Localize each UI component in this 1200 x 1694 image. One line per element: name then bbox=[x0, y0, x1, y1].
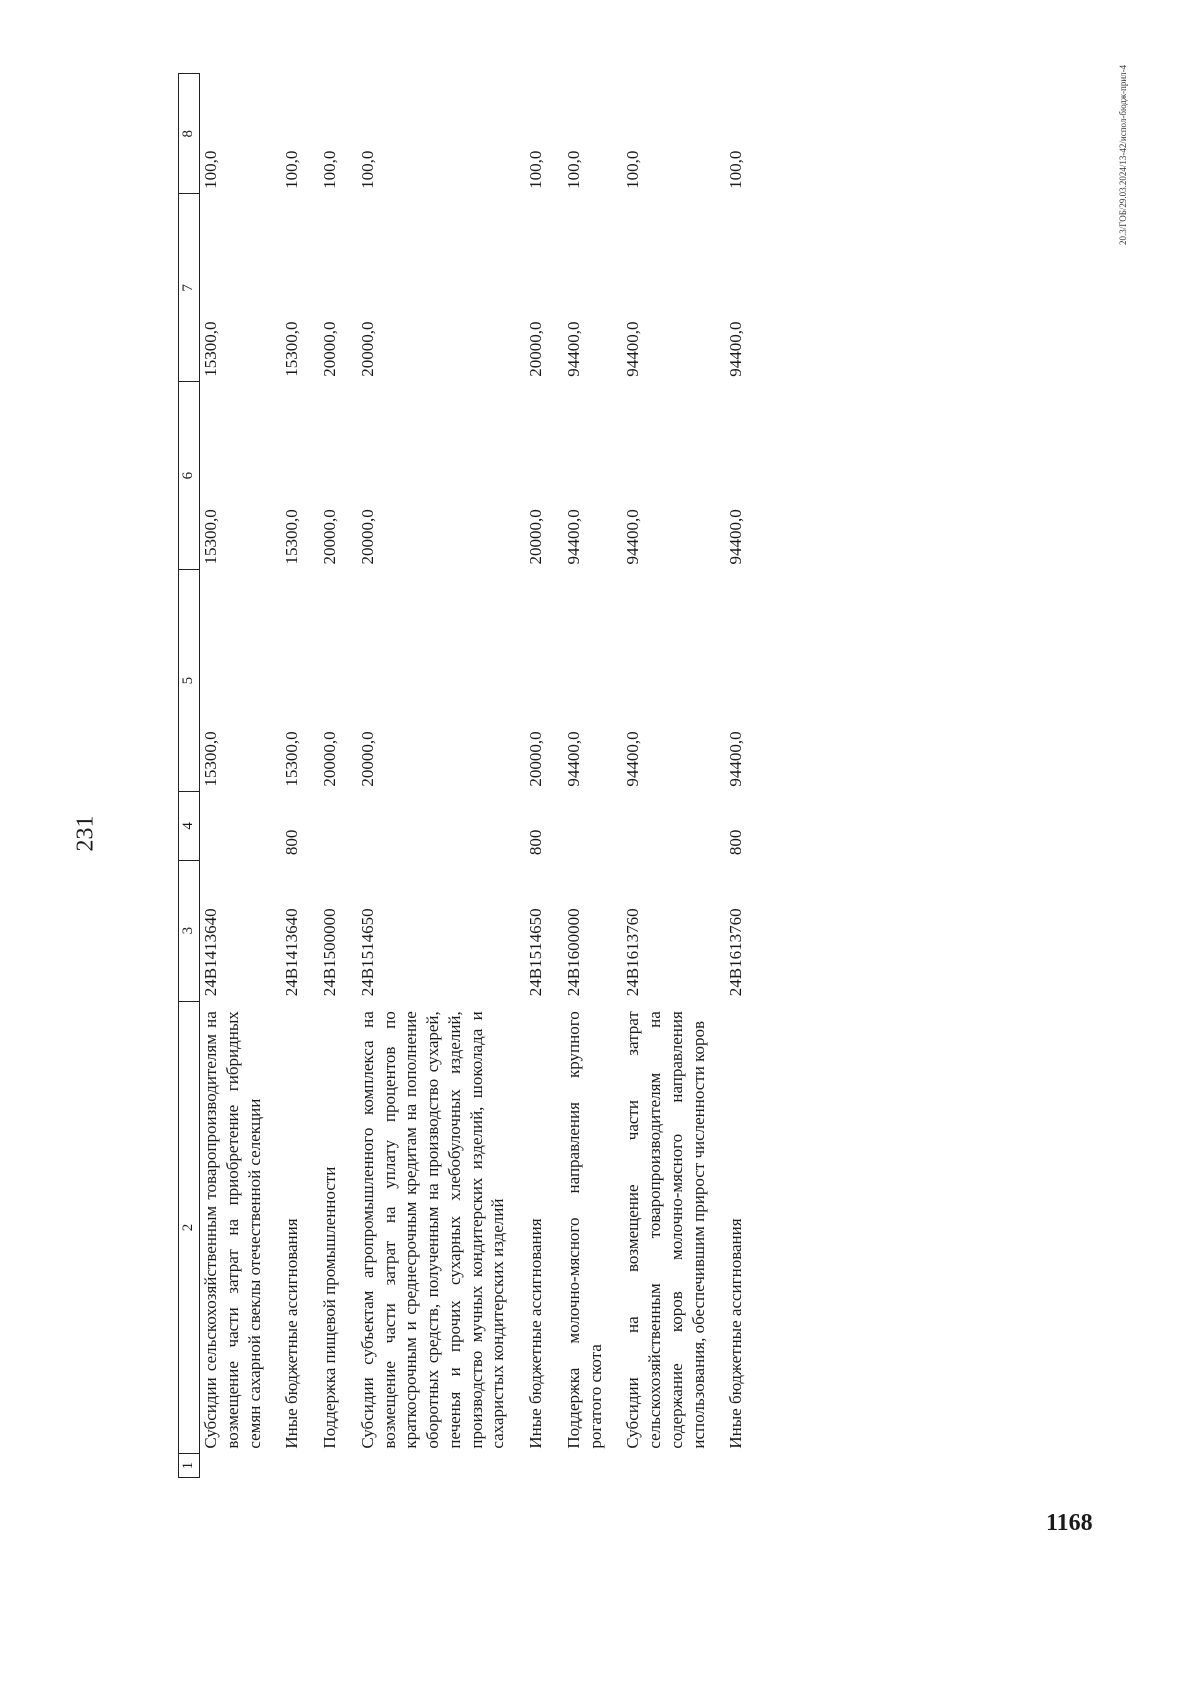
row-type bbox=[563, 792, 623, 860]
row-value-5: 94400,0 bbox=[726, 731, 746, 787]
header-col-3: 3 bbox=[179, 860, 200, 1001]
row-type bbox=[200, 792, 282, 860]
row-value-8: 100,0 bbox=[201, 150, 220, 189]
header-col-1: 1 bbox=[179, 1454, 200, 1478]
row-type bbox=[319, 792, 357, 860]
row-code: 24В1613760 bbox=[623, 908, 643, 997]
header-col-7: 7 bbox=[179, 194, 200, 382]
row-name: Субсидии субъектам агропромышленного комплекса на возмещение части затрат на уплату процентов по краткосрочным и среднесрочным кредитам на пополнение оборотных средств, полученным на производство сухарей, печенья и прочих сухарных хлебобулочных изделий, производство мучных кондитерских изделий, шоколада и сахаристых кондитерских изделий bbox=[357, 1011, 508, 1449]
row-type: 800 bbox=[726, 829, 746, 856]
row-code: 24В1613760 bbox=[726, 908, 746, 997]
row-code: 24В1500000 bbox=[320, 908, 339, 997]
row-name: Субсидии сельскохозяйственным товаропроизводителям на возмещение части затрат на приобретение гибридных семян сахарной свеклы отечественной селекции bbox=[201, 1011, 264, 1449]
header-col-2: 2 bbox=[179, 1001, 200, 1453]
table-row bbox=[281, 74, 319, 1478]
row-type: 800 bbox=[282, 829, 302, 856]
row-value-6: 20000,0 bbox=[320, 509, 339, 565]
row-value-7: 20000,0 bbox=[526, 321, 545, 377]
table-row bbox=[357, 74, 525, 1478]
row-value-6: 94400,0 bbox=[623, 509, 643, 565]
row-value-8: 100,0 bbox=[357, 150, 377, 189]
row-value-7: 20000,0 bbox=[320, 321, 339, 377]
row-value-6: 15300,0 bbox=[282, 509, 302, 565]
row-name: Иные бюджетные ассигнования bbox=[282, 1218, 302, 1449]
row-value-5: 15300,0 bbox=[201, 731, 220, 787]
budget-table-rotated bbox=[178, 73, 986, 1478]
row-value-8: 100,0 bbox=[526, 150, 545, 189]
row-value-5: 20000,0 bbox=[526, 731, 545, 787]
row-name: Поддержка пищевой промышленности bbox=[320, 1166, 339, 1449]
row-value-8: 100,0 bbox=[563, 150, 583, 189]
row-value-8: 100,0 bbox=[320, 150, 339, 189]
row-type: 800 bbox=[526, 829, 545, 856]
row-code: 24В1514650 bbox=[357, 908, 377, 997]
row-code: 24В1600000 bbox=[563, 908, 583, 997]
row-value-6: 20000,0 bbox=[357, 509, 377, 565]
row-value-6: 94400,0 bbox=[726, 509, 746, 565]
header-col-5: 5 bbox=[179, 570, 200, 792]
row-value-5: 94400,0 bbox=[623, 731, 643, 787]
budget-table bbox=[178, 73, 763, 1478]
row-name: Поддержка молочно-мясного направления крупного рогатого скота bbox=[563, 1011, 605, 1449]
row-value-6: 94400,0 bbox=[563, 509, 583, 565]
row-value-5: 94400,0 bbox=[563, 731, 583, 787]
table-row bbox=[563, 74, 623, 1478]
row-value-7: 94400,0 bbox=[623, 321, 643, 377]
row-value-8: 100,0 bbox=[623, 150, 643, 189]
row-code: 24В1413640 bbox=[282, 908, 302, 997]
footer-document-code: 20.3/ГОБ/29.03.2024/13-42/испол-бюдж-прил-4 bbox=[1118, 64, 1128, 245]
row-value-5: 20000,0 bbox=[320, 731, 339, 787]
row-value-8: 100,0 bbox=[726, 150, 746, 189]
row-value-7: 15300,0 bbox=[201, 321, 220, 377]
table-row bbox=[200, 74, 282, 1478]
row-name: Иные бюджетные ассигнования bbox=[526, 1218, 545, 1449]
row-name: Иные бюджетные ассигнования bbox=[726, 1218, 746, 1449]
table-row bbox=[525, 74, 563, 1478]
row-value-6: 15300,0 bbox=[201, 509, 220, 565]
header-col-4: 4 bbox=[179, 792, 200, 860]
row-type bbox=[622, 792, 725, 860]
table-row bbox=[725, 74, 763, 1478]
row-code: 24В1514650 bbox=[526, 908, 545, 997]
row-value-8: 100,0 bbox=[282, 150, 302, 189]
page-stamp-number: 1168 bbox=[1046, 1510, 1093, 1536]
row-value-7: 20000,0 bbox=[357, 321, 377, 377]
table-header-row bbox=[179, 74, 200, 1478]
table-row bbox=[622, 74, 725, 1478]
table-row bbox=[319, 74, 357, 1478]
row-value-5: 20000,0 bbox=[357, 731, 377, 787]
row-value-6: 20000,0 bbox=[526, 509, 545, 565]
row-value-7: 94400,0 bbox=[726, 321, 746, 377]
row-value-7: 94400,0 bbox=[563, 321, 583, 377]
row-value-5: 15300,0 bbox=[282, 731, 302, 787]
header-col-6: 6 bbox=[179, 382, 200, 570]
row-name: Субсидии на возмещение части затрат сельскохозяйственным товаропроизводителям на содержание коров молочно-мясного направления использования, обеспечившим прирост численности коров bbox=[623, 1011, 708, 1449]
row-code: 24В1413640 bbox=[201, 908, 220, 997]
header-col-8: 8 bbox=[179, 74, 200, 194]
page-number: 231 bbox=[72, 815, 99, 852]
row-value-7: 15300,0 bbox=[282, 321, 302, 377]
row-type bbox=[357, 792, 525, 860]
